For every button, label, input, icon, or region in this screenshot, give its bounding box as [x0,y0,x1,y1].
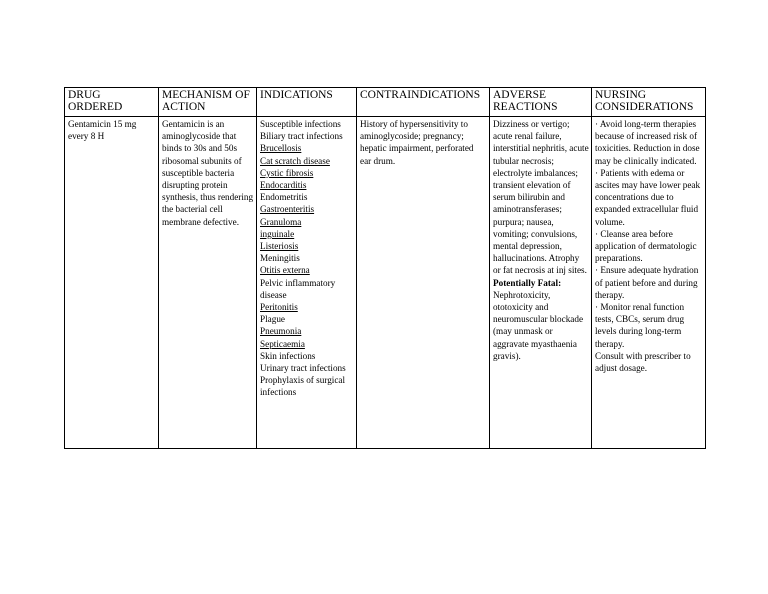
nursing-item: · Ensure adequate hydration of patient before and during therapy. [595,265,699,300]
indication-item: Endometritis [260,192,308,203]
table-row [65,117,706,449]
indication-item: Granuloma inguinale [260,216,302,239]
contraindications-text: History of hypersensitivity to aminoglycoside; pregnancy; hepatic impairment, perforated ear drum. [360,119,474,166]
header-row [65,88,706,117]
potentially-fatal-label: Potentially Fatal: [493,277,562,288]
nursing-considerations-cell [592,117,706,449]
indication-item: Endocarditis [260,180,307,191]
nursing-item: · Patients with edema or ascites may have lower peak concentrations due to expanded extracellular fluid volume. [595,167,701,227]
nursing-item: · Monitor renal function tests, CBCs, serum drug levels during long-term therapy. [595,302,685,349]
indication-item: Brucellosis [260,143,302,154]
contraindications-cell [357,117,490,449]
nursing-item: Consult with prescriber to adjust dosage. [595,350,691,374]
drug-ordered-text: Gentamicin 15 mg every 8 H [68,119,137,142]
indication-item: Plague [260,314,286,325]
adverse-reactions-cell [490,117,592,449]
potentially-fatal-text: Nephrotoxicity, ototoxicity and neuromuscular blockade (may unmask or aggravate myasthaenia gravis). [493,289,584,361]
drug-ordered-cell [65,117,159,449]
indication-item: Listeriosis [260,241,299,252]
mechanism-text: Gentamicin is an aminoglycoside that binds to 30s and 50s ribosomal subunits of susceptible bacteria disrupting protein synthesis, thus rendering the bacterial cell membrane defective. [162,119,254,227]
header-drug-ordered: DRUG ORDERED [65,88,159,117]
indication-item: Pneumonia [260,326,302,337]
indication-item: Septicaemia [260,338,305,349]
indication-item: Meningitis [260,253,300,264]
adverse-reactions-text: Dizziness or vertigo; acute renal failure, interstitial nephritis, acute tubular necrosis; electrolyte imbalances; transient elevation of serum bilirubin and aminotransferases; purpura; nausea, vomiting; convulsions, mental depression, hallucinations. Atrophy or fat necrosis at inj sites. [493,119,589,276]
header-contraindications: CONTRAINDICATIONS [357,88,490,117]
indication-item: Pelvic inflammatory disease [260,277,336,300]
nursing-item: · Cleanse area before application of dermatologic preparations. [595,228,697,264]
indication-item: Cat scratch disease [260,155,330,166]
header-adverse-reactions: ADVERSE REACTIONS [490,88,592,117]
indication-item: Biliary tract infections [260,131,343,142]
indication-item: Skin infections [260,350,316,361]
indications-cell [257,117,357,449]
header-indications: INDICATIONS [257,88,357,117]
drug-card-table [64,87,706,449]
indication-item: Cystic fibrosis [260,167,314,178]
indication-item: Otitis externa [260,265,310,276]
indication-item: Urinary tract infections [260,363,346,374]
indication-item: Susceptible infections [260,119,341,129]
header-mechanism: MECHANISM OF ACTION [159,88,257,117]
header-nursing-considerations: NURSING CONSIDERATIONS [592,88,706,117]
nursing-item: · Avoid long-term therapies because of increased risk of toxicities. Reduction in dose may be clinically indicated. [595,119,700,166]
indication-item: Gastroenteritis [260,204,315,215]
indication-item: Prophylaxis of surgical infections [260,375,346,398]
mechanism-cell [159,117,257,449]
indication-item: Peritonitis [260,302,298,313]
